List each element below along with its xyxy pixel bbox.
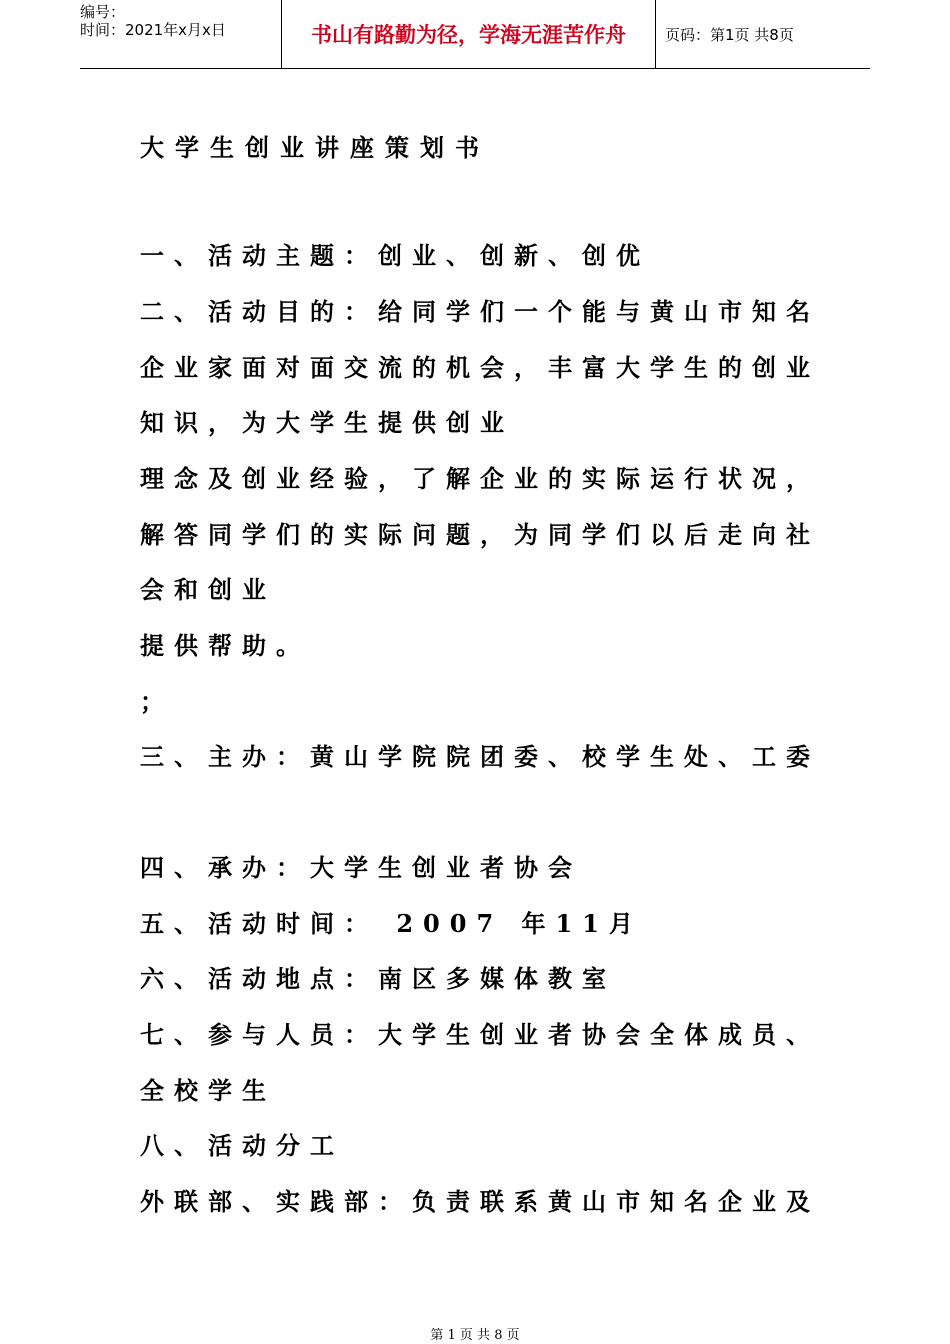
number-label: 编号： (80, 3, 126, 21)
header-motto: 书山有路勤为径，学海无涯苦作舟 (282, 0, 656, 68)
body-line: 解答同学们的实际问题，为同学们以后走向社 (140, 520, 820, 549)
body-line: 外联部、实践部：负责联系黄山市知名企业及 (140, 1187, 820, 1216)
body-line: 三、主办：黄山学院院团委、校学生处、工委 (140, 742, 820, 771)
body-line: 企业家面对面交流的机会，丰富大学生的创业 (140, 353, 820, 382)
body-line: 五、活动时间： 2007 年11月 (140, 909, 643, 938)
body-line: 会和创业 (140, 575, 276, 604)
body-line: 全校学生 (140, 1076, 276, 1105)
body-line: ； (140, 687, 174, 716)
page-footer: 第 1 页 共 8 页 (430, 1328, 520, 1343)
body-line: 提供帮助。 (140, 631, 310, 660)
body-line: 四、承办：大学生创业者协会 (140, 853, 582, 882)
body-line: 七、参与人员：大学生创业者协会全体成员、 (140, 1020, 820, 1049)
header-page-info: 页码：第1页 共8页 (665, 25, 794, 44)
body-line: 理念及创业经验，了解企业的实际运行状况， (140, 464, 820, 493)
body-line: 知识，为大学生提供创业 (140, 408, 514, 437)
body-line: 八、活动分工 (140, 1131, 344, 1160)
body-line: 六、活动地点：南区多媒体教室 (140, 964, 616, 993)
page-header (80, 0, 870, 69)
header-meta (80, 0, 282, 68)
document-title: 大学生创业讲座策划书 (140, 133, 490, 162)
body-line: 二、活动目的：给同学们一个能与黄山市知名 (140, 297, 820, 326)
time-label: 时间：2021年x月x日 (80, 21, 226, 39)
body-line: 一、活动主题：创业、创新、创优 (140, 241, 650, 270)
